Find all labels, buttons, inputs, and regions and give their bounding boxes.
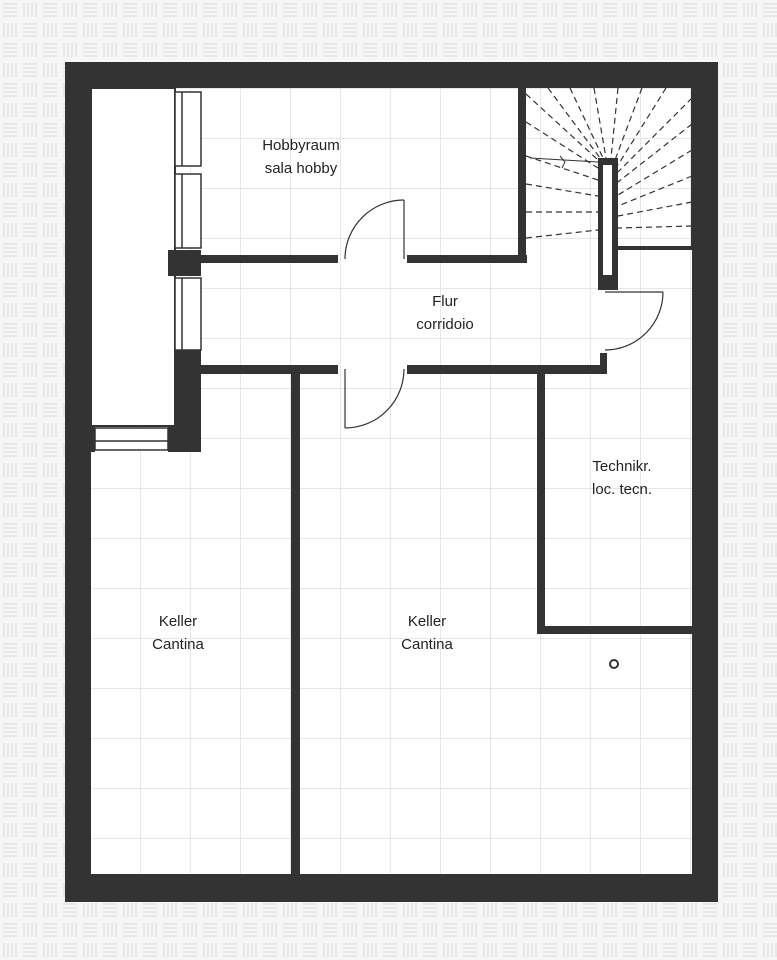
room-label-technical-line1: Technikr. (592, 458, 652, 475)
room-label-cellar-right-line2: Cantina (401, 636, 453, 653)
room-label-cellar-left-line2: Cantina (152, 636, 204, 653)
room-label-cellar-right-line1: Keller (407, 613, 447, 630)
room-label-corridor-line2: corridoio (416, 316, 474, 333)
floor-drain (610, 660, 618, 668)
room-label-hobby-line2: sala hobby (264, 160, 338, 177)
room-label-corridor-line1: Flur (432, 293, 458, 310)
stair-core (603, 165, 612, 275)
room-label-cellar-left-line1: Keller (158, 613, 198, 630)
room-label-hobby-line1: Hobbyraum (262, 137, 340, 154)
room-label-technical-line2: loc. tecn. (591, 481, 653, 498)
